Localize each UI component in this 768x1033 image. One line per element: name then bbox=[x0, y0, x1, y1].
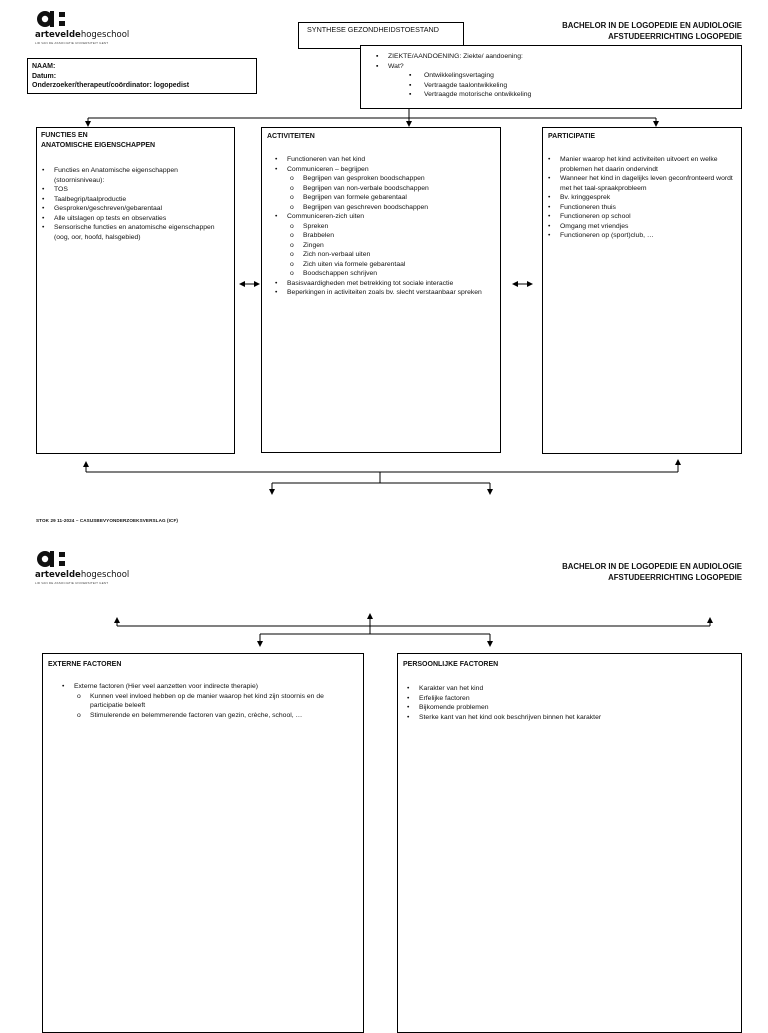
list-item: o Boodschappen schrijven bbox=[290, 270, 378, 277]
logo-wordmark: arteveldehogeschool bbox=[35, 570, 130, 580]
list-item: • Manier waarop het kind activiteiten uitvoert en welke problemen het daarin ondervindt bbox=[548, 156, 718, 173]
participatie-title: PARTICIPATIE bbox=[548, 133, 596, 140]
list-item: • Gesproken/geschreven/gebarentaal bbox=[42, 205, 163, 212]
persoonlijke-title: PERSOONLIJKE FACTOREN bbox=[403, 661, 499, 668]
list-item: o Zingen bbox=[290, 241, 324, 249]
list-item: ▪ ZIEKTE/AANDOENING: Ziekte/ aandoening: bbox=[376, 53, 523, 60]
list-item: • Bijkomende problemen bbox=[407, 704, 489, 711]
list-item: • Basisvaardigheden met betrekking tot sociale interactie bbox=[275, 279, 454, 287]
functies-title-1: FUNCTIES EN bbox=[41, 132, 88, 139]
list-item: o Spreken bbox=[290, 222, 329, 230]
list-item: ▪ Ontwikkelingsvertaging bbox=[409, 72, 494, 79]
list-item: • Erfelijke factoren bbox=[407, 694, 470, 702]
list-item: • Wanneer het kind in dagelijks leven geconfronteerd wordt met het taal-spraakprobleem bbox=[548, 175, 733, 192]
list-item: ▪ Vertraagde motorische ontwikkeling bbox=[409, 91, 532, 98]
list-item: • Functioneren op school bbox=[548, 213, 631, 220]
functies-box bbox=[36, 127, 235, 454]
datum-label: Datum: bbox=[32, 72, 57, 80]
functies-title-2: ANATOMISCHE EIGENSCHAPPEN bbox=[41, 141, 156, 149]
logo-tagline: LID VAN DE ASSOCIATIE UNIVERSITEIT GENT bbox=[35, 41, 109, 45]
logo-tagline: LID VAN DE ASSOCIATIE UNIVERSITEIT GENT bbox=[35, 581, 109, 585]
list-item: o Kunnen veel invloed hebben op de manier waarop het kind zijn stoornis en de participatie beleeft bbox=[77, 692, 324, 709]
participatie-box bbox=[542, 127, 742, 454]
list-item: • Bv. kringgesprek bbox=[548, 194, 611, 201]
list-item: o Zich non-verbaal uiten bbox=[290, 251, 371, 258]
persoonlijke-factoren-box bbox=[397, 653, 742, 1033]
list-item: • Functioneren op (sport)club, … bbox=[548, 232, 654, 239]
list-item: • Taalbegrip/taalproductie bbox=[42, 195, 127, 203]
list-item: • Communiceren – begrijpen bbox=[275, 165, 369, 173]
list-item: o Brabbelen bbox=[290, 232, 334, 239]
page-header bbox=[562, 561, 742, 583]
header-line1: BACHELOR IN DE LOGOPEDIE EN AUDIOLOGIE bbox=[562, 562, 742, 571]
activiteiten-box bbox=[261, 127, 501, 453]
list-item: • Alle uitslagen op tests en observaties bbox=[42, 214, 167, 222]
onderzoeker-label: Onderzoeker/therapeut/coördinator: logopedist bbox=[32, 82, 190, 89]
list-item: • Externe factoren (Hier veel aanzetten voor indirecte therapie) bbox=[62, 683, 258, 690]
list-item: ▪ Vertraagde taalontwikkeling bbox=[409, 81, 508, 89]
ziekte-box bbox=[360, 45, 742, 109]
page-title: SYNTHESE GEZONDHEIDSTOESTAND bbox=[307, 25, 439, 34]
list-item: o Stimulerende en belemmerende factoren van gezin, crèche, school, … bbox=[77, 711, 303, 719]
header-line2: AFSTUDEERRICHTING LOGOPEDIE bbox=[608, 573, 742, 582]
list-item: • Omgang met vriendjes bbox=[548, 222, 629, 230]
list-item: o Begrijpen van non-verbale boodschappen bbox=[290, 184, 429, 192]
externe-title: EXTERNE FACTOREN bbox=[48, 661, 122, 668]
page-header bbox=[562, 20, 742, 42]
list-item: • Beperkingen in activiteiten zoals bv. slecht verstaanbaar spreken bbox=[275, 289, 482, 296]
list-item: • Communiceren-zich uiten bbox=[275, 213, 365, 220]
list-item: • Sterke kant van het kind ook beschrijven binnen het karakter bbox=[407, 713, 602, 721]
externe-factoren-box bbox=[42, 653, 364, 1033]
list-item: o Begrijpen van formele gebarentaal bbox=[290, 194, 407, 201]
naam-label: NAAM: bbox=[32, 63, 56, 70]
header-line1: BACHELOR IN DE LOGOPEDIE EN AUDIOLOGIE bbox=[562, 21, 742, 30]
logo-wordmark: arteveldehogeschool bbox=[35, 30, 130, 40]
list-item: • Functioneren van het kind bbox=[275, 156, 366, 163]
list-item: • Functies en Anatomische eigenschappen (stoornisniveau): bbox=[42, 167, 178, 184]
header-line2: AFSTUDEERRICHTING LOGOPEDIE bbox=[608, 32, 742, 41]
list-item: • Sensorische functies en anatomische eigenschappen (oog, oor, hoofd, halsgebied) bbox=[42, 224, 215, 241]
list-item: • Karakter van het kind bbox=[407, 685, 484, 692]
list-item: • Functioneren thuis bbox=[548, 203, 616, 211]
page-footer: STOK 29 11-2024 – CASUSBEVYONDERZOEKSVERSLAG (ICF) bbox=[36, 518, 178, 523]
list-item: • TOS bbox=[42, 186, 68, 193]
list-item: ▪ Wat? bbox=[376, 62, 404, 70]
list-item: o Begrijpen van geschreven boodschappen bbox=[290, 203, 429, 211]
activiteiten-title: ACTIVITEITEN bbox=[267, 133, 315, 140]
list-item: o Begrijpen van gesproken boodschappen bbox=[290, 175, 425, 182]
naam-box bbox=[27, 58, 257, 94]
list-item: o Zich uiten via formele gebarentaal bbox=[290, 260, 406, 268]
